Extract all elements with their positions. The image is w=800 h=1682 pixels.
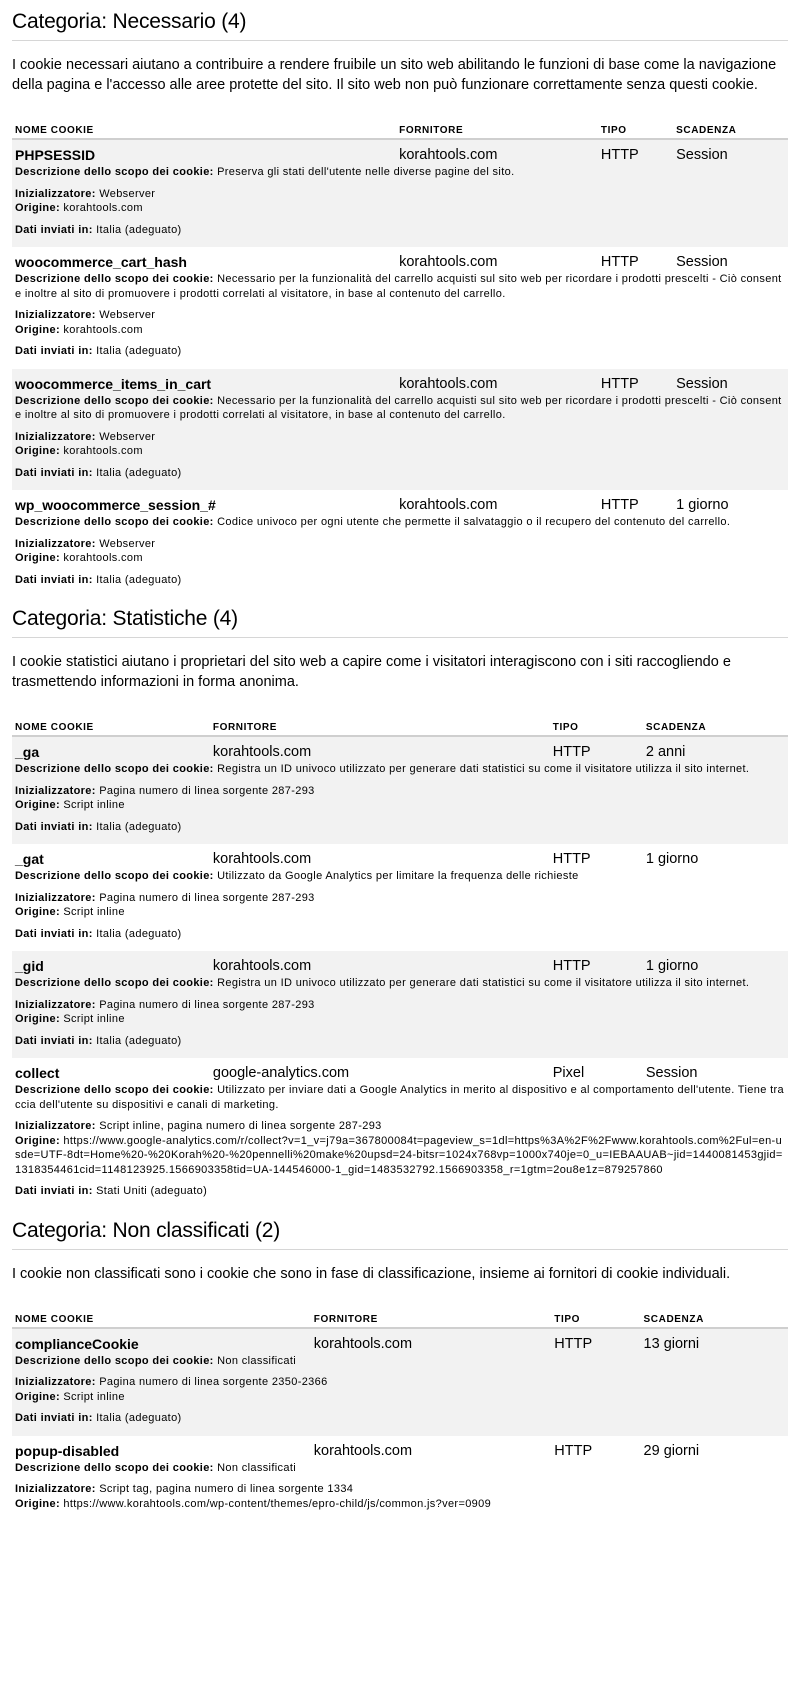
- header-expiry: SCADENZA: [673, 125, 788, 139]
- header-provider: FORNITORE: [396, 125, 598, 139]
- cookie-details: [12, 163, 788, 247]
- cookie-provider: korahtools.com: [311, 1328, 552, 1352]
- purpose-line: Descrizione dello scopo dei cookie: Utilizzato per inviare dati a Google Analytics in merito al dispositivo e al comportamento dell'utente. Tiene traccia dell'utente su dispositivi e canali di marketing.: [15, 1084, 784, 1111]
- cookie-expiry: 1 giorno: [676, 497, 729, 513]
- purpose-line: Descrizione dello scopo dei cookie: Preserva gli stati dell'utente nelle diverse pagine del sito.: [15, 166, 515, 178]
- table-row: [12, 1058, 788, 1081]
- cookie-details: [12, 513, 788, 597]
- cookie-expiry: 1 giorno: [645, 851, 699, 867]
- cookie-type: HTTP: [598, 369, 673, 392]
- cookie-details: [12, 270, 788, 369]
- cookie-expiry: Session: [645, 1065, 698, 1081]
- cookie-name: PHPSESSID: [12, 139, 396, 163]
- purpose-line: Descrizione dello scopo dei cookie: Registra un ID univoco utilizzato per generare dati statistici su come il visitatore utilizza il sito internet.: [15, 763, 750, 775]
- cookie-provider: korahtools.com: [210, 736, 550, 760]
- header-expiry: SCADENZA: [643, 722, 788, 736]
- initiator-line: Inizializzatore: Webserver: [15, 309, 156, 321]
- section-description: I cookie non classificati sono i cookie che sono in fase di classificazione, insieme ai fornitori di cookie individuali.: [12, 1265, 731, 1282]
- cookie-details: [12, 392, 788, 491]
- cookie-details: [12, 1352, 788, 1436]
- cookie-table: [12, 125, 788, 597]
- cookie-type: HTTP: [550, 736, 643, 760]
- origin-line: Origine: Script inline: [15, 906, 125, 918]
- cookie-expiry: 13 giorni: [641, 1328, 788, 1352]
- origin-line: Origine: korahtools.com: [15, 202, 143, 214]
- origin-line: Origine: https://www.korahtools.com/wp-content/themes/epro-child/js/common.js?ver=0909: [15, 1497, 492, 1510]
- cookie-expiry: Session: [673, 369, 788, 392]
- cookie-provider: korahtools.com: [399, 497, 498, 513]
- cookie-expiry: 2 anni: [643, 736, 788, 760]
- cookie-details: [12, 974, 788, 1058]
- origin-line: Origine: korahtools.com: [15, 552, 143, 564]
- sent-line: Dati inviati in: Italia (adeguato): [15, 345, 182, 357]
- purpose-line: Descrizione dello scopo dei cookie: Utilizzato da Google Analytics per limitare la frequenza delle richieste: [15, 870, 579, 882]
- initiator-line: Inizializzatore: Pagina numero di linea sorgente 2350-2366: [15, 1376, 328, 1388]
- cookie-type: HTTP: [554, 1442, 593, 1459]
- cookie-provider: google-analytics.com: [212, 1065, 350, 1081]
- initiator-line: Inizializzatore: Script inline, pagina numero di linea sorgente 287-293: [15, 1120, 382, 1132]
- cookie-provider: korahtools.com: [399, 254, 498, 270]
- header-name: NOME COOKIE: [12, 722, 210, 736]
- cookie-expiry: Session: [673, 139, 788, 163]
- cookie-expiry: 1 giorno: [643, 951, 788, 974]
- sent-line: Dati inviati in: Italia (adeguato): [15, 1034, 182, 1047]
- cookie-type: HTTP: [598, 139, 673, 163]
- header-expiry: SCADENZA: [641, 1314, 788, 1328]
- initiator-line: Inizializzatore: Pagina numero di linea sorgente 287-293: [15, 891, 315, 904]
- cookie-name: _ga: [12, 736, 210, 760]
- table-row: [12, 1436, 788, 1459]
- origin-line: Origine: Script inline: [15, 799, 125, 811]
- purpose-line: Descrizione dello scopo dei cookie: Necessario per la funzionalità del carrello acquisti sul sito web per ricordare i prodotti prescelti - Ciò consente inoltre al sito di promuovere i prodotti correlati al visitatore, in base al contenuto del carrello.: [15, 394, 782, 421]
- sent-line: Dati inviati in: Italia (adeguato): [15, 820, 182, 833]
- cookie-name: popup-disabled: [15, 1442, 120, 1459]
- cookie-type: HTTP: [600, 497, 639, 513]
- origin-line: Origine: Script inline: [15, 1013, 125, 1025]
- cookie-name: complianceCookie: [12, 1328, 311, 1352]
- header-name: NOME COOKIE: [12, 1314, 311, 1328]
- table-row: [12, 736, 788, 760]
- table-row: [12, 369, 788, 392]
- cookie-type: HTTP: [600, 254, 639, 270]
- cookie-details: [12, 1459, 788, 1522]
- section-title: Categoria: Necessario (4): [12, 0, 788, 41]
- section-necessary: [12, 0, 788, 597]
- purpose-line: Descrizione dello scopo dei cookie: Non classificati: [15, 1354, 297, 1367]
- table-row: [12, 490, 788, 513]
- header-provider: FORNITORE: [311, 1314, 552, 1328]
- origin-line: Origine: Script inline: [15, 1390, 125, 1403]
- header-type: TIPO: [550, 722, 643, 736]
- purpose-line: Descrizione dello scopo dei cookie: Codice univoco per ogni utente che permette il salvataggio o il recupero del contenuto del carrello.: [15, 516, 731, 528]
- cookie-details: [12, 1081, 788, 1209]
- sent-line: Dati inviati in: Italia (adeguato): [15, 1412, 182, 1424]
- section-title: Categoria: Non classificati (2): [12, 1209, 788, 1250]
- cookie-table: [12, 722, 788, 1209]
- sent-line: Dati inviati in: Italia (adeguato): [15, 927, 182, 940]
- table-row: [12, 139, 788, 163]
- initiator-line: Inizializzatore: Script tag, pagina numero di linea sorgente 1334: [15, 1483, 354, 1495]
- cookie-type: HTTP: [550, 951, 643, 974]
- cookie-provider: korahtools.com: [210, 951, 550, 974]
- header-type: TIPO: [551, 1314, 640, 1328]
- cookie-type: HTTP: [552, 851, 591, 867]
- sent-line: Dati inviati in: Italia (adeguato): [15, 223, 182, 236]
- cookie-name: collect: [15, 1065, 60, 1081]
- cookie-name: _gat: [15, 851, 44, 867]
- header-name: NOME COOKIE: [12, 125, 396, 139]
- sent-line: Dati inviati in: Italia (adeguato): [15, 573, 182, 586]
- table-row: [12, 1328, 788, 1352]
- origin-line: Origine: https://www.google-analytics.com/r/collect?v=1_v=j79a=367800084t=pageview_s=1dl=https%3A%2F%2Fwww.korahtools.com%2Ful=en-usde=UTF-8dt=Home%20-%20Korah%20-%20pennelli%20make%20upsd=24-bitsr=1024x768vp=1000x740je=0_u=IEBAAUAB~jid=1440081453gjid=1318354461cid=1148123925.1566903358tid=UA-144546000-1_gid=1483532792.1566903358_r=1gtm=2ou8e1z=879257860: [15, 1134, 783, 1176]
- section-statistics: [12, 597, 788, 1209]
- initiator-line: Inizializzatore: Pagina numero di linea sorgente 287-293: [15, 784, 315, 797]
- initiator-line: Inizializzatore: Pagina numero di linea sorgente 287-293: [15, 998, 315, 1011]
- sent-line: Dati inviati in: Stati Uniti (adeguato): [15, 1185, 208, 1197]
- cookie-type: HTTP: [551, 1328, 640, 1352]
- initiator-line: Inizializzatore: Webserver: [15, 430, 156, 443]
- origin-line: Origine: korahtools.com: [15, 323, 143, 336]
- cookie-provider: korahtools.com: [396, 369, 598, 392]
- section-title: Categoria: Statistiche (4): [12, 597, 788, 638]
- cookie-provider: korahtools.com: [212, 851, 312, 867]
- purpose-line: Descrizione dello scopo dei cookie: Non classificati: [15, 1461, 297, 1474]
- section-unclassified: [12, 1209, 788, 1522]
- purpose-line: Descrizione dello scopo dei cookie: Necessario per la funzionalità del carrello acquisti sul sito web per ricordare i prodotti prescelti - Ciò consente inoltre al sito di promuovere i prodotti correlati al visitatore, in base al contenuto del carrello.: [15, 273, 782, 300]
- table-row: [12, 951, 788, 974]
- cookie-provider: korahtools.com: [313, 1442, 413, 1459]
- cookie-expiry: Session: [676, 254, 728, 270]
- initiator-line: Inizializzatore: Webserver: [15, 537, 156, 550]
- purpose-line: Descrizione dello scopo dei cookie: Registra un ID univoco utilizzato per generare dati statistici su come il visitatore utilizza il sito internet.: [15, 977, 750, 989]
- cookie-provider: korahtools.com: [396, 139, 598, 163]
- header-type: TIPO: [598, 125, 673, 139]
- cookie-name: wp_woocommerce_session_#: [15, 497, 216, 513]
- cookie-details: [12, 760, 788, 844]
- header-provider: FORNITORE: [210, 722, 550, 736]
- table-row: [12, 844, 788, 867]
- section-description: I cookie necessari aiutano a contribuire a rendere fruibile un sito web abilitando le funzioni di base come la navigazione della pagina e l'accesso alle aree protette del sito. Il sito web non può funzionare correttamente senza questi cookie.: [12, 57, 777, 93]
- initiator-line: Inizializzatore: Webserver: [15, 187, 156, 200]
- cookie-name: woocommerce_cart_hash: [15, 254, 187, 270]
- cookie-type: Pixel: [552, 1065, 585, 1081]
- cookie-table: [12, 1314, 788, 1522]
- section-description: I cookie statistici aiutano i proprietari del sito web a capire come i visitatori interagiscono con i siti raccogliendo e trasmettendo informazioni in forma anonima.: [12, 654, 731, 690]
- cookie-details: [12, 867, 788, 951]
- sent-line: Dati inviati in: Italia (adeguato): [15, 466, 182, 479]
- cookie-name: woocommerce_items_in_cart: [12, 369, 396, 392]
- cookie-name: _gid: [12, 951, 210, 974]
- cookie-expiry: 29 giorni: [643, 1442, 700, 1459]
- table-row: [12, 247, 788, 270]
- origin-line: Origine: korahtools.com: [15, 445, 143, 457]
